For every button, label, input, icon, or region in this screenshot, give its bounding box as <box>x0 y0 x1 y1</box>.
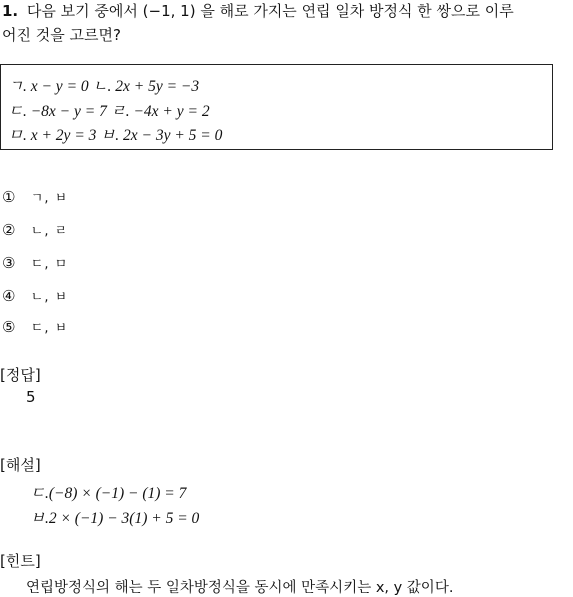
choice-5-mark: ⑤ <box>2 318 16 336</box>
question-text-line-1: 다음 보기 중에서 (−1, 1) 을 해로 가지는 연립 일차 방정식 한 쌍으로 이루 <box>26 2 514 20</box>
hint-text: 연립방정식의 해는 두 일차방정식을 동시에 만족시키는 x, y 값이다. <box>26 580 454 596</box>
option-row-3: ㅁ. x + 2y = 3 ㅂ. 2x − 3y + 5 = 0 <box>8 127 223 144</box>
choice-1-text: ㄱ, ㅂ <box>30 191 69 206</box>
choice-5-text: ㄷ, ㅂ <box>30 321 69 336</box>
choice-3[interactable] <box>2 253 68 272</box>
choice-2-mark: ② <box>2 221 16 239</box>
answer-value: 5 <box>26 388 36 406</box>
choice-4-text: ㄴ, ㅂ <box>30 290 69 305</box>
answer-heading: [정답] <box>0 366 41 384</box>
choice-2[interactable] <box>2 220 68 239</box>
option-row-2: ㄷ. −8x − y = 7 ㄹ. −4x + y = 2 <box>8 103 210 120</box>
choice-4-mark: ④ <box>2 287 16 305</box>
question-text-line-2: 어진 것을 고르면? <box>2 26 121 44</box>
question-number: 1. <box>2 2 19 20</box>
choice-3-mark: ③ <box>2 254 16 272</box>
explanation-heading: [해설] <box>0 456 41 474</box>
choice-5[interactable] <box>2 317 68 336</box>
choice-1[interactable] <box>2 187 68 206</box>
choice-3-text: ㄷ, ㅁ <box>30 257 69 272</box>
choice-4[interactable] <box>2 286 68 305</box>
choice-1-mark: ① <box>2 188 16 206</box>
explanation-line-1: ㄷ.(−8) × (−1) − (1) = 7 <box>30 485 187 502</box>
explanation-line-2: ㅂ.2 × (−1) − 3(1) + 5 = 0 <box>30 510 200 527</box>
choice-2-text: ㄴ, ㄹ <box>30 224 69 239</box>
hint-heading: [힌트] <box>0 552 41 570</box>
question-line-1 <box>2 0 514 21</box>
option-row-1: ㄱ. x − y = 0 ㄴ. 2x + 5y = −3 <box>8 78 200 95</box>
